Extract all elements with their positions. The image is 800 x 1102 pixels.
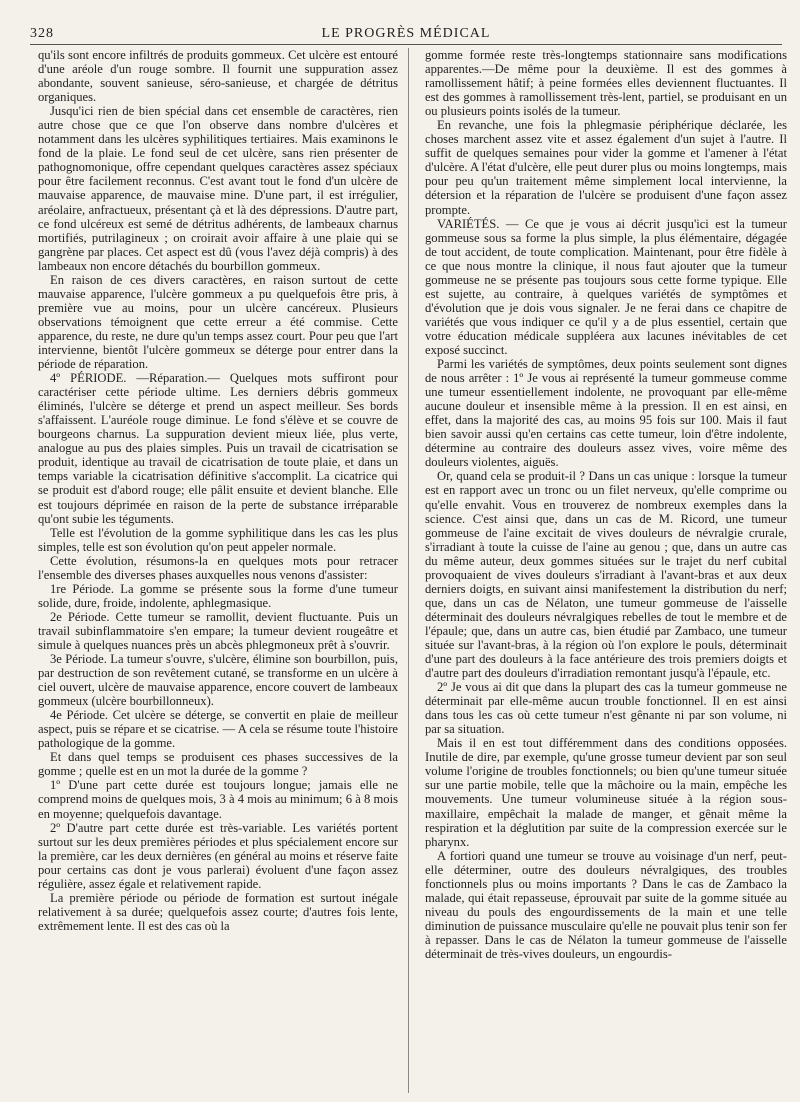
paragraph: Mais il en est tout différemment dans des conditions opposées. Inutile de dire, par exemple, qu'une grosse tumeur devient par son seul volume l'origine de troubles fonctionnels; ou bien qu'une tumeur située sur une partie mobile, telle que la mâchoire ou la main, empêche les mouvements. Une tumeur volumineuse située à la région sous-maxillaire, empêchait la malade de manger, et gênait même la respiration et la déglutition par suite de la compression exercée sur le pharynx. bbox=[425, 736, 787, 849]
paragraph: Et dans quel temps se produisent ces phases successives de la gomme ; quelle est en un mot la durée de la gomme ? bbox=[38, 750, 398, 779]
paragraph: Cette évolution, résumons-la en quelques mots pour retracer l'ensemble des diverses phases auxquelles nous venons d'assister: bbox=[38, 553, 398, 582]
right-column bbox=[425, 48, 787, 961]
paragraph: En revanche, une fois la phlegmasie périphérique déclarée, les choses marchent assez vite et assez également d'un sujet à l'autre. Il suffit de quelques semaines pour vider la gomme et l'amener à l'état d'ulcère. A l'état d'ulcère, elle peut durer plus ou moins longtemps, mais pour peu qu'un traitement même simplement local intervienne, la détersion et la réparation de l'ulcère se produisent d'une façon assez prompte. bbox=[425, 118, 787, 217]
paragraph: Or, quand cela se produit-il ? Dans un cas unique : lorsque la tumeur est en rapport avec un tronc ou un filet nerveux, qu'elle comprime ou qu'elle envahit. Vous en trouverez de nombreux exemples dans la science. C'est ainsi que, dans un cas de M. Ricord, une tumeur gommeuse de l'aine excitait de vives douleurs de névralgie crurale, s'irradiant à toute la cuisse de l'aine au genou ; que, dans un autre cas du même auteur, deux gommes situées sur le trajet du nerf cubital provoquaient de vives douleurs s'irradiant à l'avant-bras et aux deux derniers doigts, en suivant ainsi manifestement la distribution du nerf; que, dans un cas de Nélaton, une tumeur gommeuse de l'aisselle déterminait des douleurs névralgiques rebelles de tout le membre et de l'épaule; que, dans un autre cas, bien étudié par Zambaco, une tumeur située sur l'avant-bras, à la région où l'on explore le pouls, déterminait d'une part des douleurs à la face antérieure des trois premiers doigts et d'autre part des douleurs d'irradiation remontant jusqu'à l'épaule, etc. bbox=[425, 469, 787, 681]
paragraph: 3e Période. La tumeur s'ouvre, s'ulcère, élimine son bourbillon, puis, par destruction de son revêtement cutané, se transforme en un ulcère à ciel ouvert, ulcère de mauvaise apparence, encore couvert de lambeaux gommeux (ulcère bourbillonneux). bbox=[38, 652, 398, 709]
column-divider bbox=[408, 48, 409, 1093]
journal-title: LE PROGRÈS MÉDICAL bbox=[321, 26, 491, 41]
paragraph: 2e Période. Cette tumeur se ramollit, devient fluctuante. Puis un travail subinflammatoire s'en empare; la tumeur devient rougeâtre et simule à quelques nuances près un abcès phlegmoneux prêt à s'ouvrir. bbox=[38, 609, 398, 652]
paragraph: 1º D'une part cette durée est toujours longue; jamais elle ne comprend moins de quelques mois, 3 à 4 mois au minimum; 6 à 8 mois en moyenne; quelquefois davantage. bbox=[38, 778, 398, 821]
paragraph: Telle est l'évolution de la gomme syphilitique dans les cas les plus simples, telle est son évolution qu'on peut appeler normale. bbox=[38, 525, 398, 554]
left-column bbox=[38, 48, 398, 933]
paragraph: 2º Je vous ai dit que dans la plupart des cas la tumeur gommeuse ne déterminait par elle-même aucun trouble fonctionnel. Il en est ainsi dans tous les cas où cette tumeur n'est gênante ni par son volume, ni par sa situation. bbox=[425, 680, 787, 737]
paragraph: 4º PÉRIODE. —Réparation.— Quelques mots suffiront pour caractériser cette période ultime. Les derniers débris gommeux éliminés, l'ulcère se déterge et prend un aspect meilleur. Ses bords s'affaissent. L'auréole rouge diminue. Le fond s'élève et se couvre de bourgeons charnus. La suppuration devient mieux liée, plus verte, analogue au pus des plaies simples. Puis un travail de cicatrisation se produit, identique au travail de cicatrisation de toute plaie, et dans un temps variable la cicatrisation définitive s'accomplit. La cicatrice qui se produit est d'abord rouge; elle pâlit ensuite et devient blanche. Elle est toujours déprimée en raison de la perte de substance irréparable qu'ont subie les téguments. bbox=[38, 371, 398, 526]
paragraph: Parmi les variétés de symptômes, deux points seulement sont dignes de nous arrêter : 1º Je vous ai représenté la tumeur gommeuse comme une tumeur essentiellement indolente, ne provoquant par elle-même aucune douleur et insensible même à la pression. Il en est ainsi, en effet, dans la majorité des cas, au moins 95 fois sur 100. Mais il faut bien savoir aussi qu'en certains cas cette tumeur, loin d'être indolente, détermine au contraire des douleurs assez vives, voire même des douleurs violentes, aiguës. bbox=[425, 357, 787, 470]
page-number: 328 bbox=[30, 26, 54, 41]
paragraph: Jusqu'ici rien de bien spécial dans cet ensemble de caractères, rien autre chose que ce que l'on observe dans nombre d'ulcères et notamment dans les ulcères syphilitiques tertiaires. Mais examinons le fond de la plaie. Le fond seul de cet ulcère, sans rien présenter de pathognomonique, offre cependant quelques caractères assez spéciaux pour être facilement reconnus. C'est avant tout le fond d'un ulcère de mauvaise apparence, de mauvaise mine. D'une part, il est irrégulier, aréolaire, anfractueux, présentant çà et là des dépressions. D'autre part, ce fond ulcéreux est semé de détritus adhérents, de lambeaux charnus mortifiés, putrilagineux ; on croirait avoir affaire à une plaie qui se gangrène par places. Cet aspect est dû (vous l'avez déjà compris) à des lambeaux non encore détachés du bourbillon gommeux. bbox=[38, 104, 398, 273]
header-rule bbox=[30, 44, 782, 45]
running-header bbox=[30, 26, 782, 42]
paragraph: gomme formée reste très-longtemps stationnaire sans modifications apparentes.—De même pour la deuxième. Il est des gommes à ramollissement hâtif; à peine formées elles deviennent fluctuantes. Il est des gommes à ramollissement très-lent, partiel, se produisant en un ou plusieurs points isolés de la tumeur. bbox=[425, 48, 787, 119]
paragraph: 2º D'autre part cette durée est très-variable. Les variétés portent surtout sur les deux premières périodes et plus spécialement encore sur la première, car les deux dernières (en général au moins et réserve faite pour certains cas dont je vous parlerai) évoluent d'une façon assez régulière, assez égale et relativement rapide. bbox=[38, 820, 398, 891]
paragraph: qu'ils sont encore infiltrés de produits gommeux. Cet ulcère est entouré d'une aréole d'un rouge sombre. Il fournit une suppuration assez abondante, souvent sanieuse, séro-sanieuse, et chargée de détritus organiques. bbox=[38, 48, 398, 105]
paragraph: En raison de ces divers caractères, en raison surtout de cette mauvaise apparence, l'ulcère gommeux a pu quelquefois être pris, à première vue au moins, pour un ulcère cancéreux. Plusieurs observations témoignent que cette erreur a été commise. Cette apparence, du reste, ne dure qu'un temps assez court. Pour peu que l'art intervienne, bientôt l'ulcère gommeux se déterge pour entrer dans la période de réparation. bbox=[38, 272, 398, 372]
paragraph: 1re Période. La gomme se présente sous la forme d'une tumeur solide, dure, froide, indolente, aphlegmasique. bbox=[38, 581, 398, 610]
paragraph: 4e Période. Cet ulcère se déterge, se convertit en plaie de meilleur aspect, puis se répare et se cicatrise. — A cela se résume toute l'histoire pathologique de la gomme. bbox=[38, 708, 398, 751]
paragraph: VARIÉTÉS. — Ce que je vous ai décrit jusqu'ici est la tumeur gommeuse sous sa forme la plus simple, la plus élémentaire, dégagée de tout accident, de toute complication. Maintenant, pour être fidèle à ce que nous montre la clinique, il nous faut ajouter que la tumeur gommeuse ne se présente pas toujours sous cette forme typique. Elle est sujette, au contraire, à quelques variétés de symptômes et d'évolution que je dois vous signaler. Je ne ferai dans ce chapitre de variétés que vous indiquer ce qu'il y a de plus essentiel, certain que votre éducation médicale suppléera aux lacunes inévitables de cet exposé succinct. bbox=[425, 216, 787, 357]
paragraph: La première période ou période de formation est surtout inégale relativement à sa durée; quelquefois assez courte; d'autres fois lente, extrêmement lente. Il est des cas où la bbox=[38, 890, 398, 933]
paragraph: A fortiori quand une tumeur se trouve au voisinage d'un nerf, peut-elle déterminer, outre des douleurs névralgiques, des troubles fonctionnels plus ou moins importants ? Dans le cas de Zambaco la malade, qui était repasseuse, éprouvait par suite de la gomme située au niveau du pouls des engourdissements de la main et une telle diminution de puissance musculaire qu'elle ne pouvait plus tenir son fer à repasser. Dans le cas de Nélaton la tumeur gommeuse de l'aisselle déterminait de très-vives douleurs, un engourdis- bbox=[425, 848, 787, 961]
